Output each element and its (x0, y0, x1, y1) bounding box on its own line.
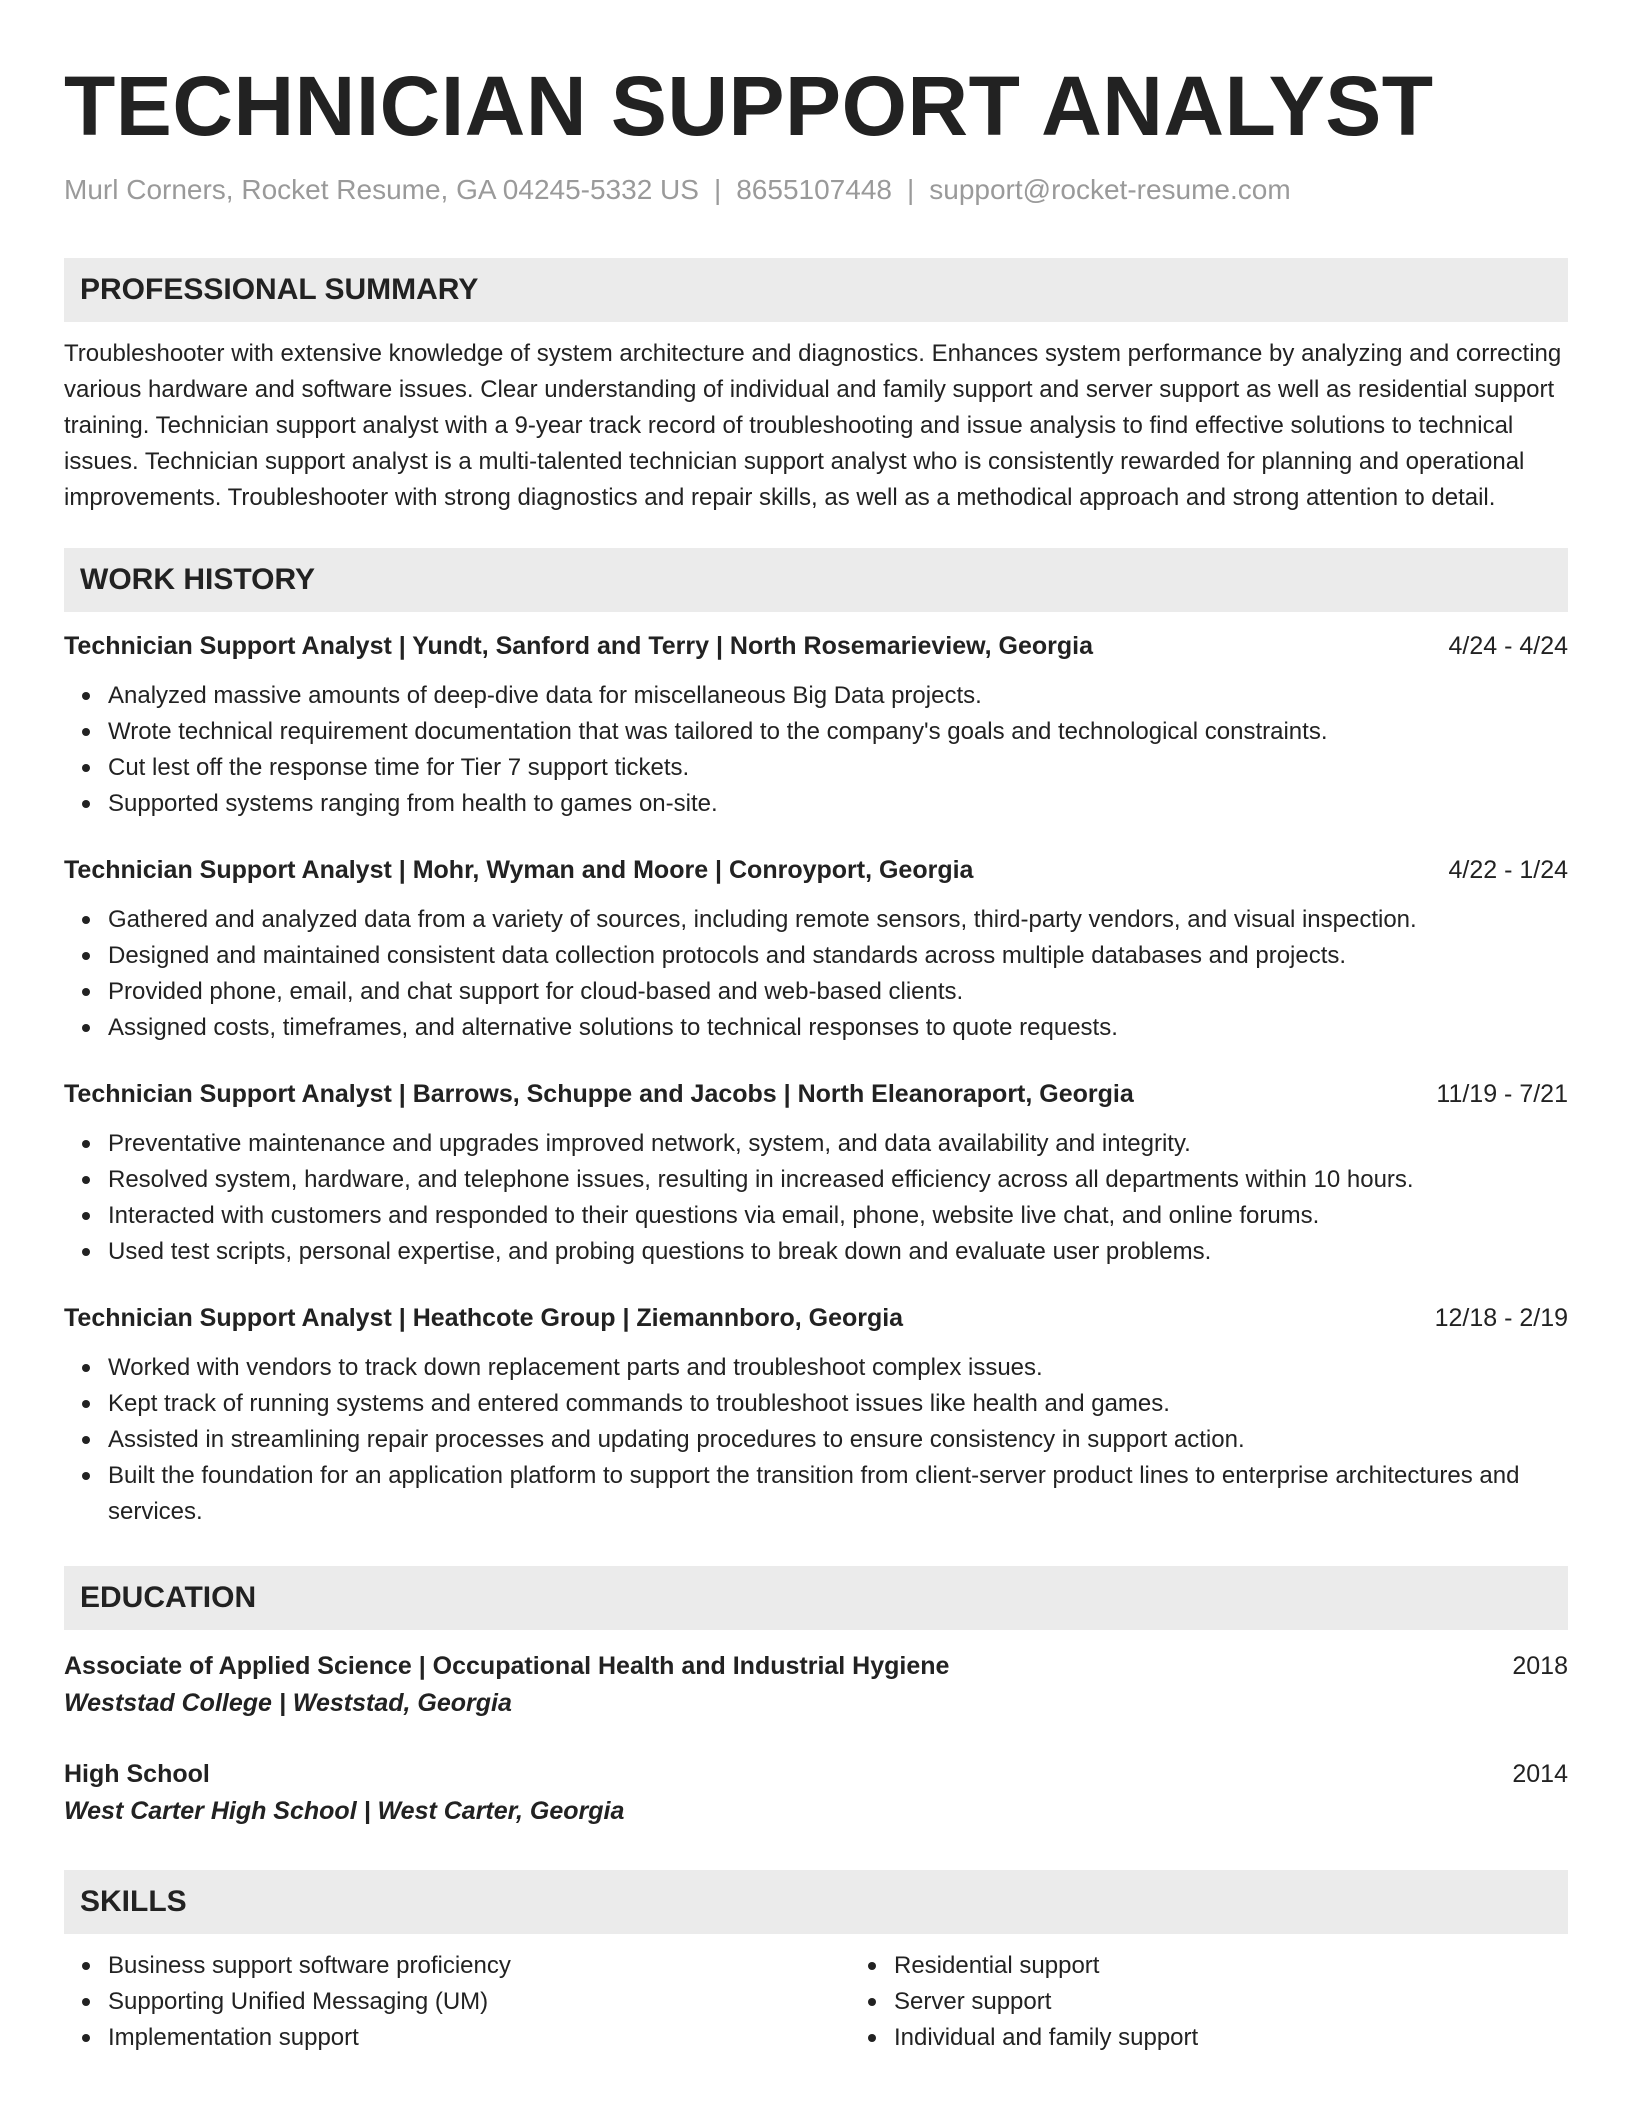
skill-item: Server support (894, 1984, 1568, 2020)
education-degree: Associate of Applied Science | Occupational Health and Industrial Hygiene (64, 1652, 950, 1680)
contact-line (64, 170, 1568, 210)
education-header (64, 1756, 1568, 1792)
contact-separator: | (713, 174, 722, 205)
job-bullet: Kept track of running systems and entered commands to troubleshoot issues like health and games. (108, 1386, 1568, 1422)
job-dates: 4/24 - 4/24 (1448, 632, 1568, 660)
section-heading-summary: PROFESSIONAL SUMMARY (64, 258, 1568, 322)
contact-phone: 8655107448 (736, 174, 892, 205)
job-bullet: Supported systems ranging from health to games on-site. (108, 786, 1568, 822)
job-header (64, 628, 1568, 664)
job-bullet: Provided phone, email, and chat support for cloud-based and web-based clients. (108, 974, 1568, 1010)
education-entry (64, 1648, 1568, 1722)
job-title: Technician Support Analyst | Yundt, Sanford and Terry | North Rosemarieview, Georgia (64, 632, 1094, 660)
job-bullet: Analyzed massive amounts of deep-dive data for miscellaneous Big Data projects. (108, 678, 1568, 714)
job-header (64, 1300, 1568, 1336)
education-year: 2014 (1512, 1760, 1568, 1788)
contact-separator: | (906, 174, 915, 205)
job-bullet: Designed and maintained consistent data collection protocols and standards across multiple databases and projects. (108, 938, 1568, 974)
skill-item: Implementation support (108, 2020, 850, 2056)
section-heading-skills: SKILLS (64, 1870, 1568, 1934)
job-title: Technician Support Analyst | Barrows, Schuppe and Jacobs | North Eleanoraport, Georgia (64, 1080, 1134, 1108)
job-bullet: Used test scripts, personal expertise, and probing questions to break down and evaluate user problems. (108, 1234, 1568, 1270)
skills-list (64, 1948, 1568, 2056)
contact-address: Murl Corners, Rocket Resume, GA 04245-5332 US (64, 174, 699, 205)
job-dates: 4/22 - 1/24 (1448, 856, 1568, 884)
section-heading-work-history: WORK HISTORY (64, 548, 1568, 612)
job-bullet: Interacted with customers and responded to their questions via email, phone, website live chat, and online forums. (108, 1198, 1568, 1234)
job-dates: 11/19 - 7/21 (1436, 1080, 1568, 1108)
skills-column-right (850, 1948, 1568, 2056)
education-entry (64, 1756, 1568, 1830)
job-bullet: Cut lest off the response time for Tier 7 support tickets. (108, 750, 1568, 786)
job-bullets (64, 902, 1568, 1046)
job-title: Technician Support Analyst | Heathcote Group | Ziemannboro, Georgia (64, 1304, 904, 1332)
contact-email: support@rocket-resume.com (929, 174, 1291, 205)
job-bullet: Gathered and analyzed data from a variety of sources, including remote sensors, third-party vendors, and visual inspection. (108, 902, 1568, 938)
job-title: Technician Support Analyst | Mohr, Wyman and Moore | Conroyport, Georgia (64, 856, 974, 884)
job-bullet: Preventative maintenance and upgrades improved network, system, and data availability and integrity. (108, 1126, 1568, 1162)
job-bullet: Assisted in streamlining repair processes and updating procedures to ensure consistency in support action. (108, 1422, 1568, 1458)
job-header (64, 1076, 1568, 1112)
section-heading-education: EDUCATION (64, 1566, 1568, 1630)
skills-column-left (64, 1948, 850, 2056)
skill-item: Business support software proficiency (108, 1948, 850, 1984)
job-entry (64, 1076, 1568, 1270)
job-bullet: Assigned costs, timeframes, and alternative solutions to technical responses to quote requests. (108, 1010, 1568, 1046)
skill-item: Individual and family support (894, 2020, 1568, 2056)
job-bullet: Resolved system, hardware, and telephone issues, resulting in increased efficiency across all departments within 10 hours. (108, 1162, 1568, 1198)
skill-item: Residential support (894, 1948, 1568, 1984)
job-bullet: Built the foundation for an application platform to support the transition from client-server product lines to enterprise architectures and services. (108, 1458, 1568, 1530)
job-bullets (64, 1126, 1568, 1270)
job-dates: 12/18 - 2/19 (1434, 1304, 1568, 1332)
summary-text: Troubleshooter with extensive knowledge of system architecture and diagnostics. Enhances system performance by analyzing and correcting various hardware and software issues. Clear understanding of individual and family support and server support as well as residential support training. Technician support analyst with a 9-year track record of troubleshooting and issue analysis to find effective solutions to technical issues. Technician support analyst is a multi-talented technician support analyst who is consistently rewarded for planning and operational improvements. Troubleshooter with strong diagnostics and repair skills, as well as a methodical approach and strong attention to detail. (64, 340, 1562, 511)
education-header (64, 1648, 1568, 1684)
job-entry (64, 852, 1568, 1046)
job-bullets (64, 678, 1568, 822)
education-year: 2018 (1512, 1652, 1568, 1680)
resume-name: TECHNICIAN SUPPORT ANALYST (64, 59, 1434, 153)
job-bullet: Wrote technical requirement documentation that was tailored to the company's goals and technological constraints. (108, 714, 1568, 750)
education-school: Weststad College | Weststad, Georgia (64, 1689, 512, 1717)
education-school: West Carter High School | West Carter, Georgia (64, 1797, 625, 1825)
job-header (64, 852, 1568, 888)
skill-item: Supporting Unified Messaging (UM) (108, 1984, 850, 2020)
job-entry (64, 628, 1568, 822)
job-bullet: Worked with vendors to track down replacement parts and troubleshoot complex issues. (108, 1350, 1568, 1386)
job-bullets (64, 1350, 1568, 1530)
job-entry (64, 1300, 1568, 1530)
education-degree: High School (64, 1760, 210, 1788)
